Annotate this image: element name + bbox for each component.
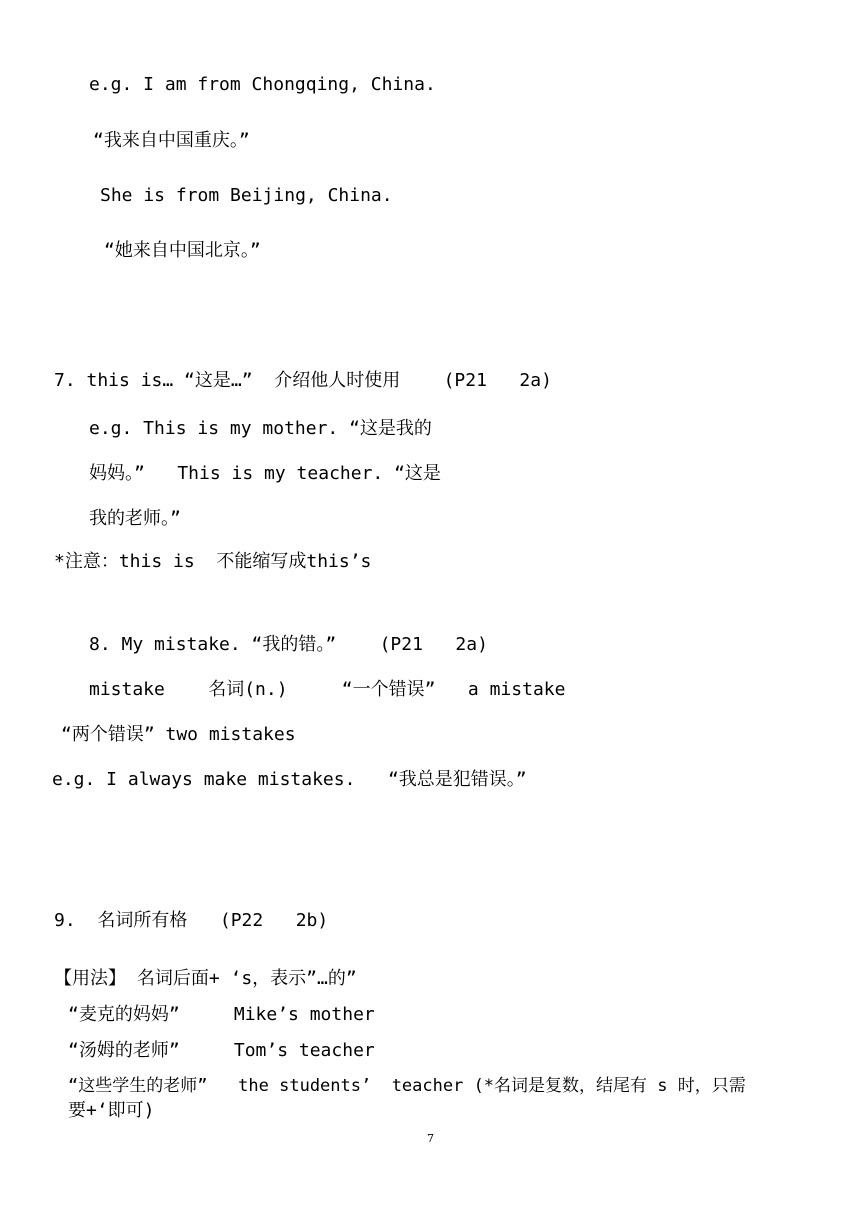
section-9-example-mike: “麦克的妈妈” Mike’s mother: [68, 1004, 375, 1025]
section-8-definition: mistake 名词(n.) “一个错误” a mistake: [89, 679, 566, 700]
section-8-heading: 8. My mistake. “我的错。” (P21 2a): [89, 634, 488, 655]
section-9-example-students-cont: 要+‘即可): [68, 1100, 155, 1121]
section-7-note: *注意：this is 不能缩写成this’s: [54, 551, 372, 572]
example-line-beijing-en: She is from Beijing, China.: [100, 185, 393, 206]
section-9-example-tom: “汤姆的老师” Tom’s teacher: [68, 1040, 375, 1061]
example-line-chongqing-zh: “我来自中国重庆。”: [93, 130, 250, 151]
section-7-heading: 7. this is… “这是…” 介绍他人时使用 (P21 2a): [54, 370, 552, 391]
page-number: 7: [427, 1132, 434, 1145]
section-9-usage: 【用法】 名词后面+ ‘s，表示”…的”: [54, 968, 357, 989]
section-7-example-line-3: 我的老师。”: [89, 508, 181, 529]
section-8-plural: “两个错误” two mistakes: [61, 724, 296, 745]
section-9-example-students: “这些学生的老师” the students’ teacher (*名词是复数，结尾有 s 时，只需: [68, 1076, 746, 1096]
section-9-heading: 9. 名词所有格 (P22 2b): [54, 910, 329, 931]
example-line-chongqing-en: e.g. I am from Chongqing, China.: [89, 74, 436, 95]
example-line-beijing-zh: “她来自中国北京。”: [104, 240, 261, 261]
section-7-example-line-1: e.g. This is my mother. “这是我的: [89, 418, 432, 439]
section-7-example-line-2: 妈妈。” This is my teacher. “这是: [89, 463, 441, 484]
section-8-example: e.g. I always make mistakes. “我总是犯错误。”: [52, 769, 527, 790]
